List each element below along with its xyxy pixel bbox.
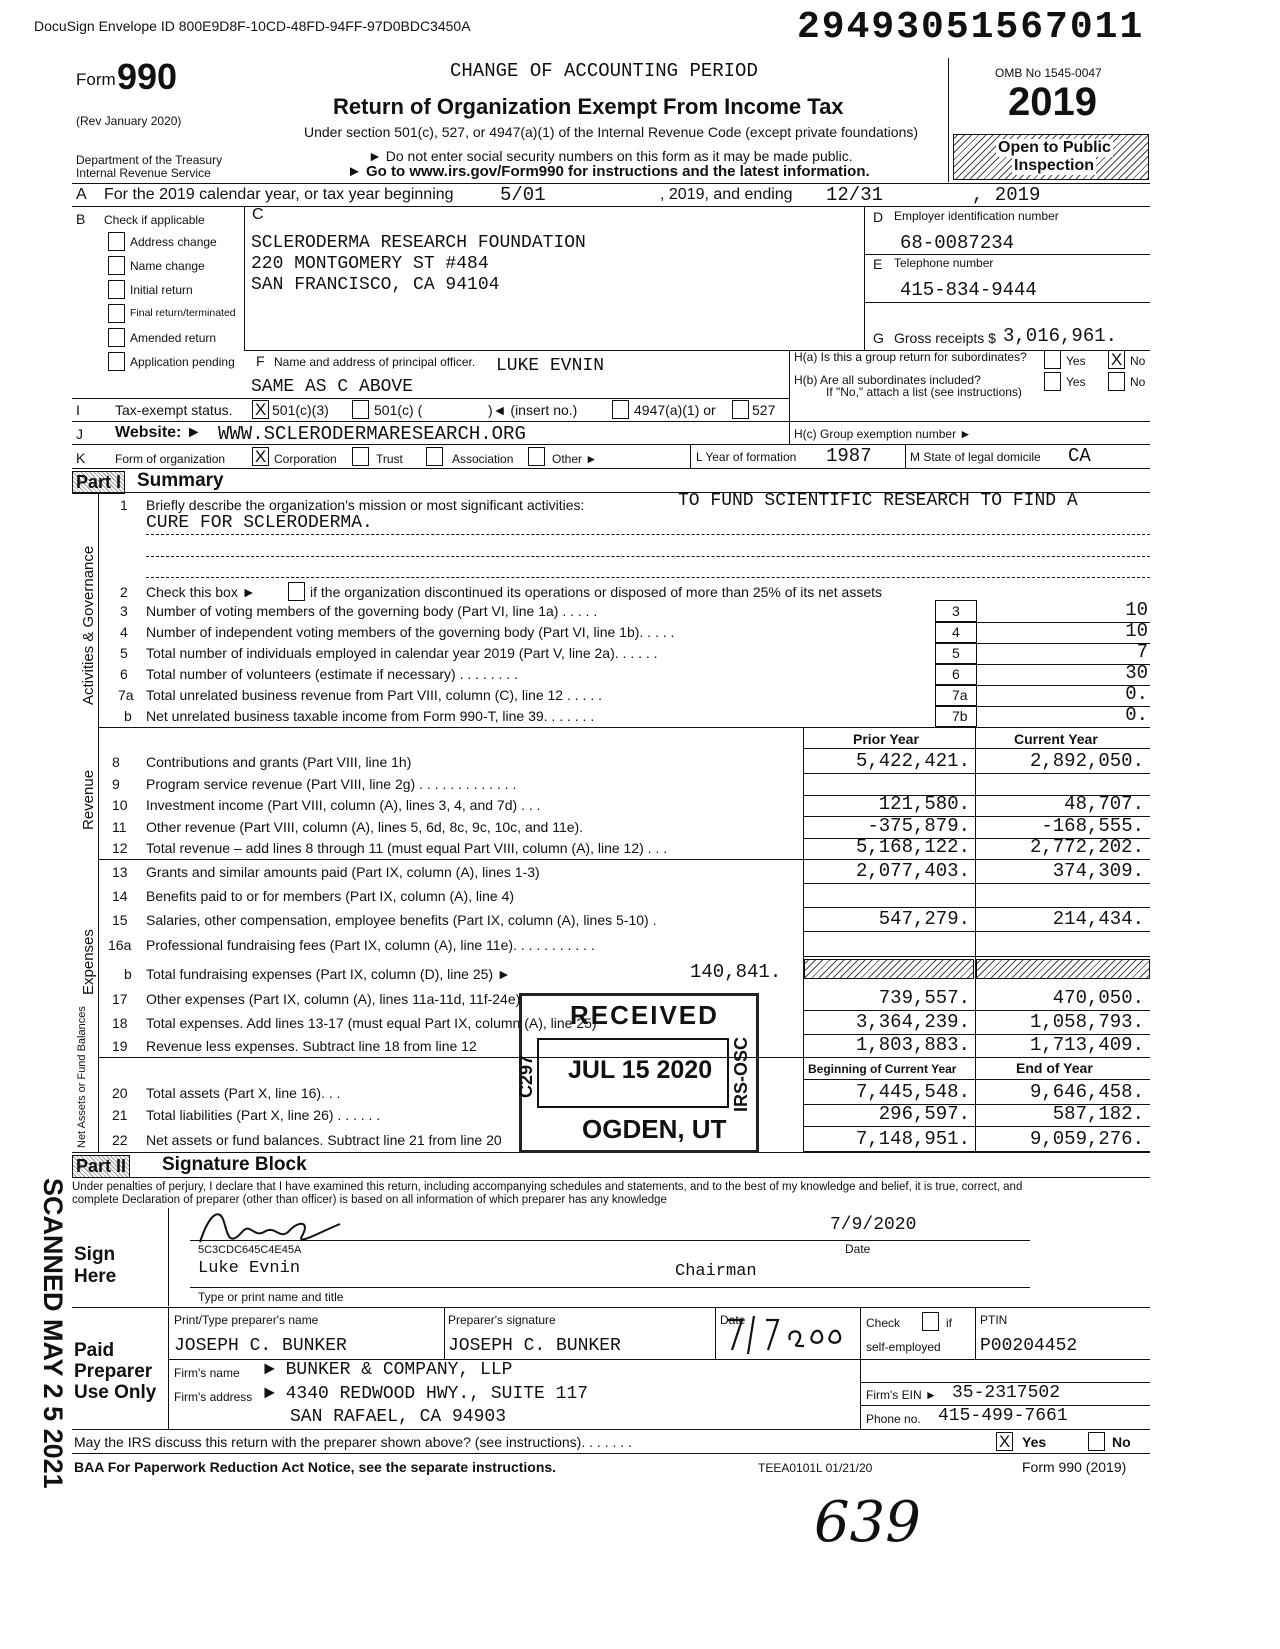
firm-name-label: Firm's name [174, 1366, 240, 1380]
side-net-assets: Net Assets or Fund Balances [76, 1006, 88, 1148]
col-beginning-year: Beginning of Current Year [808, 1062, 957, 1076]
year-formation-value[interactable]: 1987 [826, 445, 872, 467]
status-4947-label: 4947(a)(1) or [634, 402, 716, 418]
h-c-label: H(c) Group exemption number ► [794, 427, 972, 441]
gov-line-box-label: 5 [952, 645, 960, 661]
check-if-applicable: Check if applicable [104, 213, 205, 227]
revision-date: (Rev January 2020) [76, 114, 182, 128]
line-e-letter: E [873, 256, 883, 272]
h-b-note: If "No," attach a list (see instructions) [826, 385, 1022, 399]
gov-line-text: Number of voting members of the governing body (Part VI, line 1a) . . . . . [146, 603, 598, 619]
status-501c-label: 501(c) ( [374, 402, 423, 418]
firm-address-1[interactable]: ► 4340 REDWOOD HWY., SUITE 117 [264, 1384, 589, 1404]
fin-line-num: 11 [112, 819, 127, 835]
gov-line-value[interactable]: 30 [1125, 662, 1148, 684]
preparer-signature-text[interactable]: JOSEPH C. BUNKER [448, 1336, 621, 1356]
gov-line-num: b [124, 708, 132, 724]
line-f-letter: F [256, 353, 265, 369]
side-activities-governance: Activities & Governance [80, 545, 97, 705]
check-b-label: Final return/terminated [130, 307, 236, 319]
fin-line-num: 12 [112, 840, 128, 856]
fin-line-num: 21 [112, 1107, 128, 1123]
col-end-year: End of Year [1016, 1060, 1093, 1076]
h-a-question: H(a) Is this a group return for subordinates? [794, 350, 1027, 364]
fin-line-prior[interactable]: 547,279. [878, 908, 970, 930]
gov-line-box-label: 7a [952, 687, 968, 703]
docusign-signer-id: 5C3CDC645C4E45A [198, 1244, 302, 1256]
check-b-checkbox[interactable] [108, 256, 125, 275]
here-label: Here [74, 1266, 117, 1287]
fin-line-text: Revenue less expenses. Subtract line 18 from line 12 [146, 1038, 477, 1054]
line-b-letter: B [76, 211, 86, 227]
fin-line-text: Investment income (Part VIII, column (A), lines 3, 4, and 7d) . . . [146, 797, 541, 813]
fin-line-prior[interactable]: -375,879. [867, 815, 970, 837]
line16b-text: Total fundraising expenses (Part IX, column (D), line 25) ► [146, 966, 511, 982]
col-prior-year: Prior Year [853, 731, 919, 747]
omb-number: OMB No 1545-0047 [995, 66, 1102, 80]
gov-line-box-label: 7b [952, 708, 968, 724]
ssn-note: ► Do not enter social security numbers on this form as it may be made public. [368, 148, 853, 164]
stamp-left-code: C297 [516, 1054, 536, 1098]
org-trust-label: Trust [376, 452, 403, 466]
h-a-yes-label: Yes [1066, 354, 1086, 368]
check-b-label: Amended return [130, 331, 217, 345]
line-g-letter: G [873, 330, 884, 346]
status-527-label: 527 [752, 402, 776, 418]
h-b-yes-label: Yes [1066, 375, 1086, 389]
line16b-shade-current [976, 959, 1150, 979]
discuss-no-checkbox[interactable] [1088, 1432, 1105, 1451]
organization-city[interactable]: SAN FRANCISCO, CA 94104 [251, 275, 500, 295]
gov-line-box-label: 4 [952, 624, 960, 640]
check-b-checkbox[interactable] [108, 328, 125, 347]
fin-line-text: Benefits paid to or for members (Part IX, column (A), line 4) [146, 888, 515, 904]
gross-receipts-label: Gross receipts $ [894, 330, 996, 346]
status-insert-label: )◄ (insert no.) [488, 402, 578, 418]
form-label: Form [76, 70, 116, 89]
fin-line-rule [803, 956, 1150, 957]
irs-label: Internal Revenue Service [76, 166, 211, 180]
tax-year-end-year: , 2019 [972, 184, 1041, 206]
fin-line-current[interactable]: 48,707. [1064, 793, 1144, 815]
stamp-date: JUL 15 2020 [568, 1056, 713, 1084]
col-current-year: Current Year [1014, 731, 1098, 747]
mission-line1[interactable]: TO FUND SCIENTIFIC RESEARCH TO FIND A [678, 491, 1078, 511]
status-501c3-checkbox[interactable]: X [252, 400, 269, 419]
fin-line-num: 17 [112, 991, 128, 1007]
line-d-letter: D [873, 209, 884, 225]
line2-text-a: Check this box ► [146, 584, 256, 600]
fin-line-text: Total expenses. Add lines 13-17 (must equal Part IX, column (A), line 25) [146, 1015, 597, 1031]
fin-line-current[interactable]: -168,555. [1041, 815, 1144, 837]
fin-line-current[interactable]: 1,713,409. [1029, 1034, 1144, 1056]
check-label: Check [866, 1316, 901, 1330]
gov-line-num: 3 [120, 603, 128, 619]
fin-line-current[interactable]: 587,182. [1052, 1103, 1144, 1125]
discuss-no-label: No [1112, 1434, 1131, 1450]
fin-line-text: Net assets or fund balances. Subtract line 21 from line 20 [146, 1132, 502, 1148]
change-accounting-period: CHANGE OF ACCOUNTING PERIOD [450, 60, 758, 82]
department: Department of the Treasury [76, 153, 223, 167]
form-number: 990 [117, 56, 178, 97]
fin-line-rule [803, 773, 1150, 774]
status-501c-checkbox[interactable] [352, 400, 369, 419]
line1-num: 1 [120, 497, 128, 513]
discuss-question: May the IRS discuss this return with the preparer shown above? (see instructions). . . . . . . [74, 1434, 632, 1450]
gov-line-text: Total unrelated business revenue from Part VIII, column (C), line 12 . . . . . [146, 687, 602, 703]
handwritten-date-icon [720, 1310, 860, 1358]
fin-line-text: Program service revenue (Part VIII, line 2g) . . . . . . . . . . . . . [146, 776, 517, 792]
org-corporation-label: Corporation [274, 452, 337, 466]
fin-line-current[interactable]: 374,309. [1052, 860, 1144, 882]
firm-address-2[interactable]: SAN RAFAEL, CA 94903 [290, 1407, 507, 1427]
check-b-label: Initial return [130, 283, 193, 297]
org-other-checkbox[interactable] [528, 447, 545, 466]
preparer-name[interactable]: JOSEPH C. BUNKER [174, 1336, 347, 1356]
fin-line-current[interactable]: 9,059,276. [1029, 1128, 1144, 1150]
org-association-label: Association [452, 452, 514, 466]
perjury-statement-1: Under penalties of perjury, I declare that I have examined this return, including accompanying schedules and statements, and to the best of my knowledge and belief, it is true, correct, and [72, 1181, 1023, 1193]
fin-line-current[interactable]: 1,058,793. [1029, 1011, 1144, 1033]
gov-line-text: Net unrelated business taxable income from Form 990-T, line 39. . . . . . . [146, 708, 595, 724]
fin-line-num: 19 [112, 1038, 128, 1054]
mission-line2[interactable]: CURE FOR SCLERODERMA. [146, 513, 373, 533]
fin-line-prior[interactable]: 5,168,122. [855, 836, 970, 858]
fin-line-num: 9 [112, 776, 120, 792]
tax-year-end[interactable]: 12/31 [826, 184, 884, 206]
fin-line-num: 8 [112, 754, 120, 770]
line-k-letter: K [76, 450, 86, 466]
fin-line-text: Other expenses (Part IX, column (A), lines 11a-11d, 11f-24e) [146, 991, 521, 1007]
fin-line-current[interactable]: 214,434. [1052, 908, 1144, 930]
form-title: Return of Organization Exempt From Income Tax [333, 94, 844, 119]
side-expenses: Expenses [80, 929, 97, 995]
gov-line-value[interactable]: 7 [1136, 641, 1148, 663]
handwritten-date-text [734, 1340, 738, 1341]
fin-line-prior[interactable]: 121,580. [878, 793, 970, 815]
gov-line-text: Total number of volunteers (estimate if necessary) . . . . . . . . [146, 666, 518, 682]
fin-line-text: Grants and similar amounts paid (Part IX, column (A), lines 1-3) [146, 864, 540, 880]
gov-line-value[interactable]: 10 [1125, 620, 1148, 642]
h-b-question: H(b) Are all subordinates included? [794, 373, 981, 387]
part1-title: Summary [137, 470, 224, 491]
line16b-shade-prior [804, 959, 974, 979]
fin-line-prior[interactable]: 296,597. [878, 1103, 970, 1125]
state-domicile-label: M State of legal domicile [910, 450, 1041, 464]
line2-num: 2 [120, 584, 128, 600]
h-a-no-checkbox[interactable]: X [1108, 350, 1125, 369]
fin-line-text: Total assets (Part X, line 16). . . [146, 1085, 341, 1101]
fin-line-num: 20 [112, 1085, 128, 1101]
check-b-label: Address change [130, 235, 217, 249]
check-b-checkbox[interactable] [108, 232, 125, 251]
status-527-checkbox[interactable] [732, 400, 749, 419]
firm-ein-label: Firm's EIN ► [866, 1388, 937, 1402]
preparer-sig-label: Preparer's signature [448, 1313, 556, 1327]
firm-name[interactable]: ► BUNKER & COMPANY, LLP [264, 1360, 513, 1380]
status-501c3-label: 501(c)(3) [272, 402, 329, 418]
fin-line-rule [803, 1126, 1150, 1127]
preparer-label: Preparer [74, 1361, 153, 1382]
fin-line-rule [803, 883, 1150, 884]
self-employed-label: self-employed [866, 1340, 941, 1354]
form-of-org-label: Form of organization [115, 452, 226, 466]
website-label: Website: ► [115, 424, 202, 441]
docusign-envelope-id: DocuSign Envelope ID 800E9D8F-10CD-48FD-94FF-97D0BDC3450A [34, 18, 471, 34]
open-to-public: Open to Public [998, 139, 1111, 156]
ptin-label: PTIN [980, 1313, 1008, 1327]
gov-line-text: Total number of individuals employed in calendar year 2019 (Part V, line 2a). . . . . . [146, 645, 658, 661]
line-a-mid: , 2019, and ending [660, 186, 793, 203]
line-c-letter: C [252, 206, 264, 223]
part2-label: Part II [72, 1155, 130, 1178]
preparer-date-label: Date [720, 1313, 746, 1327]
gov-line-box-label: 3 [952, 603, 960, 619]
stamp-city: OGDEN, UT [582, 1114, 727, 1144]
h-a-no-label: No [1130, 354, 1146, 368]
form-subtitle: Under section 501(c), 527, or 4947(a)(1) of the Internal Revenue Code (except private foundations) [304, 124, 919, 140]
fin-line-num: 14 [112, 888, 128, 904]
fin-line-text: Other revenue (Part VIII, column (A), lines 5, 6d, 8c, 9c, 10c, and 11e). [146, 819, 584, 835]
if-label: if [946, 1316, 952, 1330]
gov-line-text: Number of independent voting members of the governing body (Part VI, line 1b). . . . . [146, 624, 675, 640]
discontinued-checkbox[interactable] [288, 582, 305, 601]
firm-ein[interactable]: 35-2317502 [952, 1383, 1061, 1403]
check-b-label: Name change [130, 259, 205, 273]
line-a-letter: A [76, 186, 87, 203]
fin-line-prior[interactable]: 2,077,403. [855, 860, 970, 882]
perjury-statement-2: complete Declaration of preparer (other than officer) is based on all information of which preparer has any knowledge [72, 1194, 667, 1206]
gov-line-num: 5 [120, 645, 128, 661]
gov-line-num: 4 [120, 624, 128, 640]
sign-label: Sign [74, 1244, 116, 1265]
gov-line-value[interactable]: 10 [1125, 599, 1148, 621]
sign-date-label: Date [845, 1242, 871, 1256]
paid-label: Paid [74, 1340, 115, 1361]
part1-label: Part I [72, 471, 125, 494]
fin-line-prior[interactable]: 7,445,548. [855, 1081, 970, 1103]
fin-line-current[interactable]: 9,646,458. [1029, 1081, 1144, 1103]
use-only-label: Use Only [74, 1382, 157, 1403]
ptin-value[interactable]: P00204452 [980, 1336, 1078, 1356]
firm-phone[interactable]: 415-499-7661 [938, 1406, 1068, 1426]
fin-line-text: Total liabilities (Part X, line 26) . . . . . . [146, 1107, 381, 1123]
org-other-label: Other ► [552, 452, 598, 466]
principal-officer-label: Name and address of principal officer. [274, 355, 476, 369]
signer-name[interactable]: Luke Evnin [198, 1259, 301, 1278]
discuss-yes-checkbox[interactable]: X [996, 1432, 1013, 1451]
check-b-checkbox[interactable] [108, 280, 125, 299]
fin-line-current[interactable]: 2,892,050. [1029, 750, 1144, 772]
tax-exempt-label: Tax-exempt status. [115, 402, 233, 418]
fin-line-prior[interactable]: 1,803,883. [855, 1034, 970, 1056]
preparer-name-label: Print/Type preparer's name [174, 1313, 319, 1327]
gov-line-value[interactable]: 0. [1125, 704, 1148, 726]
gov-line-num: 7a [118, 687, 134, 703]
check-b-label: Application pending [130, 355, 235, 369]
fin-line-num: 18 [112, 1015, 128, 1031]
gross-receipts-value[interactable]: 3,016,961. [1003, 325, 1118, 347]
line-a-text: For the 2019 calendar year, or tax year beginning [104, 186, 454, 203]
status-4947-checkbox[interactable] [612, 400, 629, 419]
h-b-no-label: No [1130, 375, 1146, 389]
ein-label: Employer identification number [894, 209, 1059, 223]
fin-line-text: Professional fundraising fees (Part IX, column (A), line 11e). . . . . . . . . . . [146, 937, 595, 953]
website-value[interactable]: WWW.SCLERODERMARESEARCH.ORG [218, 423, 526, 445]
org-corporation-checkbox[interactable]: X [252, 447, 269, 466]
line1-text: Briefly describe the organization's mission or most significant activities: [146, 497, 585, 513]
fin-line-num: 15 [112, 912, 128, 928]
handwritten-page-number: 639 [814, 1490, 921, 1555]
gov-line-value[interactable]: 0. [1125, 683, 1148, 705]
fin-line-num: 22 [112, 1132, 128, 1148]
check-b-checkbox[interactable] [108, 304, 125, 323]
fin-line-prior[interactable]: 739,557. [878, 987, 970, 1009]
check-b-checkbox[interactable] [108, 352, 125, 371]
part2-title: Signature Block [162, 1154, 307, 1175]
line2-text-b: if the organization discontinued its operations or disposed of more than 25% of its net assets [310, 584, 883, 600]
h-b-no-checkbox[interactable] [1108, 372, 1125, 391]
self-employed-checkbox[interactable] [922, 1312, 939, 1331]
tax-year: 2019 [1008, 80, 1097, 124]
footer-code: TEEA0101L 01/21/20 [758, 1461, 873, 1475]
fin-line-num: 16a [108, 937, 132, 953]
principal-officer-name[interactable]: LUKE EVNIN [496, 356, 605, 376]
fin-line-prior[interactable]: 3,364,239. [855, 1011, 970, 1033]
h-b-yes-checkbox[interactable] [1044, 372, 1061, 391]
fin-line-num: 10 [112, 797, 128, 813]
tax-year-begin[interactable]: 5/01 [500, 184, 546, 206]
sign-date[interactable]: 7/9/2020 [830, 1215, 917, 1235]
footer-baa: BAA For Paperwork Reduction Act Notice, see the separate instructions. [74, 1459, 557, 1475]
fin-line-num: 13 [112, 864, 128, 880]
fin-line-text: Salaries, other compensation, employee benefits (Part IX, column (A), lines 5-10) . [146, 912, 657, 928]
fin-line-prior[interactable]: 7,148,951. [855, 1128, 970, 1150]
organization-name[interactable]: SCLERODERMA RESEARCH FOUNDATION [251, 233, 586, 253]
stamp-received: RECEIVED [570, 1000, 719, 1030]
ein-value[interactable]: 68-0087234 [900, 232, 1015, 254]
line-j-letter: J [76, 426, 83, 442]
telephone-label: Telephone number [894, 256, 994, 270]
fin-line-text: Total revenue – add lines 8 through 11 (must equal Part VIII, column (A), line 12) . . . [146, 840, 668, 856]
document-locator-number: 29493051567011 [797, 6, 1145, 49]
org-association-checkbox[interactable] [426, 447, 443, 466]
instructions-note: ► Go to www.irs.gov/Form990 for instructions and the latest information. [347, 163, 870, 180]
line-i-letter: I [76, 402, 80, 418]
scanned-stamp: SCANNED MAY 2 5 2021 [38, 1178, 68, 1489]
type-print-label: Type or print name and title [198, 1290, 344, 1304]
year-formation-label: L Year of formation [696, 450, 797, 464]
fin-line-text: Contributions and grants (Part VIII, line 1h) [146, 754, 412, 770]
footer-form: Form 990 (2019) [1022, 1459, 1127, 1475]
side-revenue: Revenue [80, 769, 97, 830]
principal-officer-address[interactable]: SAME AS C ABOVE [251, 377, 414, 397]
inspection: Inspection [1014, 157, 1095, 174]
discuss-yes-label: Yes [1022, 1434, 1047, 1450]
officer-signature-icon [190, 1202, 350, 1250]
fin-line-rule [803, 931, 1150, 932]
gov-line-num: 6 [120, 666, 128, 682]
organization-street[interactable]: 220 MONTGOMERY ST #484 [251, 254, 489, 274]
signer-title[interactable]: Chairman [675, 1262, 757, 1281]
gov-line-box-label: 6 [952, 666, 960, 682]
fin-line-current[interactable]: 2,772,202. [1029, 836, 1144, 858]
org-trust-checkbox[interactable] [352, 447, 369, 466]
line16b-value[interactable]: 140,841. [690, 961, 782, 983]
h-a-yes-checkbox[interactable] [1044, 350, 1061, 369]
fin-line-prior[interactable]: 5,422,421. [855, 750, 970, 772]
fin-line-current[interactable]: 470,050. [1052, 987, 1144, 1009]
stamp-right-code: IRS-OSC [731, 1036, 751, 1112]
state-domicile-value[interactable]: CA [1068, 445, 1091, 467]
telephone-value[interactable]: 415-834-9444 [900, 279, 1037, 301]
firm-address-label: Firm's address [174, 1390, 253, 1404]
firm-phone-label: Phone no. [866, 1412, 921, 1426]
line16b-num: b [124, 966, 132, 982]
